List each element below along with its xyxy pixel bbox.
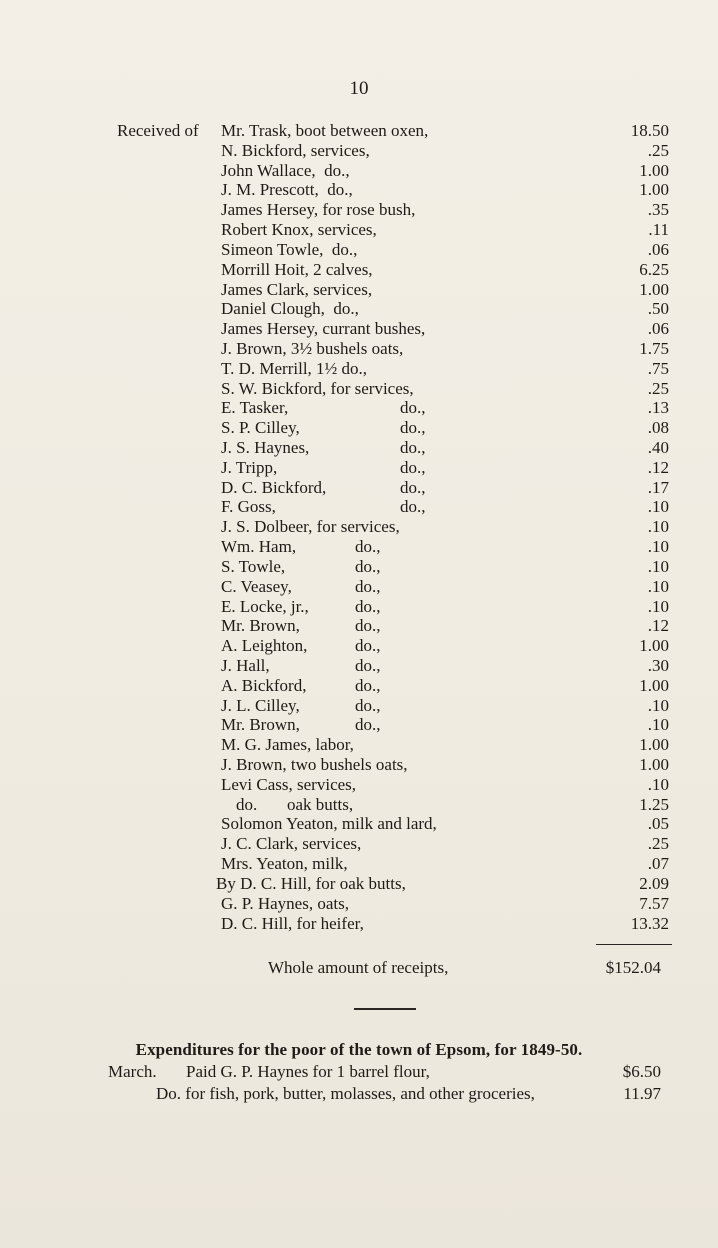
receipt-amount: .25 <box>647 378 669 398</box>
receipt-entry: N. Bickford, services, <box>221 140 370 160</box>
receipt-amount: .07 <box>647 854 669 874</box>
receipt-row <box>0 339 718 359</box>
receipt-row <box>0 379 718 399</box>
receipt-amount: .06 <box>647 239 669 259</box>
ditto-mark: do., <box>400 438 426 457</box>
expenditure-description: Do. for fish, pork, butter, molasses, and other groceries, <box>156 1084 535 1103</box>
receipt-row <box>0 260 718 280</box>
ditto-mark: do., <box>400 398 426 418</box>
receipt-entry: Mrs. Yeaton, milk, <box>221 854 348 874</box>
ditto-mark: do., <box>400 497 426 517</box>
receipt-amount: .40 <box>647 438 669 457</box>
total-label: Whole amount of receipts, <box>268 958 449 977</box>
expenditure-row <box>0 1083 718 1105</box>
receipt-row <box>0 478 718 498</box>
receipt-amount: 2.09 <box>639 873 669 893</box>
receipt-row <box>0 200 718 220</box>
ditto-mark: do., <box>355 715 381 735</box>
page-number: 10 <box>349 78 369 99</box>
receipt-amount: .10 <box>647 537 669 557</box>
receipt-amount: .10 <box>647 695 669 715</box>
receipt-amount: 1.00 <box>639 636 669 656</box>
receipt-row <box>0 537 718 557</box>
receipt-entry: M. G. James, labor, <box>221 735 354 755</box>
receipt-entry: Wm. Ham, <box>221 537 297 557</box>
receipt-row <box>0 814 718 834</box>
ditto-mark: do., <box>355 616 381 636</box>
receipt-amount: .10 <box>647 715 669 735</box>
receipt-entry: Morrill Hoit, 2 calves, <box>221 259 373 279</box>
ditto-mark: do., <box>355 655 381 675</box>
receipt-entry: J. S. Dolbeer, for services, <box>221 517 400 537</box>
receipt-amount: .05 <box>647 814 669 834</box>
receipt-row <box>0 795 718 815</box>
receipt-row <box>0 280 718 300</box>
total-value: $152.04 <box>605 958 661 977</box>
receipt-entry: Levi Cass, services, <box>221 774 357 794</box>
receipt-amount: .25 <box>647 834 669 854</box>
receipt-amount: .06 <box>647 319 669 339</box>
receipt-amount: 18.50 <box>630 121 669 140</box>
receipt-entry: C. Veasey, <box>221 576 292 596</box>
receipt-row <box>0 636 718 656</box>
receipt-entry: F. Goss, <box>221 497 276 517</box>
receipt-row <box>0 240 718 260</box>
receipt-amount: .17 <box>647 477 669 497</box>
receipt-row <box>0 735 718 755</box>
ditto-mark: do., <box>355 576 381 596</box>
receipt-entry: A. Bickford, <box>221 675 307 695</box>
receipt-entry: Simeon Towle, do., <box>221 239 358 259</box>
receipt-row <box>0 497 718 517</box>
receipt-amount: 6.25 <box>639 259 669 279</box>
receipt-entry: A. Leighton, <box>221 636 308 656</box>
receipt-entry: T. D. Merrill, 1½ do., <box>221 358 368 378</box>
receipt-row <box>0 398 718 418</box>
expenditure-amount: $6.50 <box>622 1062 661 1081</box>
receipt-row <box>0 854 718 874</box>
ditto-mark: do., <box>400 418 426 438</box>
receipt-entry: James Hersey, currant bushes, <box>221 319 426 339</box>
receipt-row <box>0 220 718 240</box>
receipt-entry: Daniel Clough, do., <box>221 299 359 319</box>
receipt-amount: .13 <box>647 398 669 418</box>
ditto-mark: do., <box>400 477 426 497</box>
receipt-amount: .10 <box>647 556 669 576</box>
receipt-row <box>0 319 718 339</box>
receipt-row <box>0 359 718 379</box>
receipt-row <box>0 696 718 716</box>
ditto-mark: do., <box>355 556 381 576</box>
receipt-row <box>0 180 718 200</box>
receipt-entry: James Hersey, for rose bush, <box>221 200 416 220</box>
receipt-row <box>0 676 718 696</box>
receipt-row <box>0 557 718 577</box>
receipt-entry: S. W. Bickford, for services, <box>221 378 414 398</box>
receipt-entry: J. Hall, <box>221 655 270 675</box>
receipt-entry: S. Towle, <box>221 556 286 576</box>
receipt-entry: Mr. Brown, <box>221 715 300 735</box>
receipt-entry: Robert Knox, services, <box>221 220 377 240</box>
receipt-amount: .08 <box>647 418 669 438</box>
receipt-row <box>0 874 718 894</box>
receipt-entry: D. C. Bickford, <box>221 477 327 497</box>
receipt-amount: 1.00 <box>639 279 669 299</box>
receipt-entry: Solomon Yeaton, milk and lard, <box>221 814 437 834</box>
receipt-prefix: Received of <box>117 121 199 140</box>
receipt-entry: Mr. Trask, boot between oxen, <box>221 121 429 140</box>
receipt-entry: Mr. Brown, <box>221 616 300 636</box>
receipt-entry: J. Brown, two bushels oats, <box>221 755 408 774</box>
receipt-entry: J. L. Cilley, <box>221 695 300 715</box>
expenditure-month: March. <box>108 1062 157 1081</box>
ditto-mark: do., <box>355 695 381 715</box>
receipt-amount: .50 <box>647 299 669 319</box>
receipt-amount: 1.75 <box>639 338 669 358</box>
sum-rule <box>596 944 672 945</box>
receipt-entry: E. Tasker, <box>221 398 289 418</box>
receipt-entry: J. C. Clark, services, <box>221 834 362 854</box>
receipt-row <box>0 517 718 537</box>
expenditures-heading: Expenditures for the poor of the town of Epsom, for 1849-50. <box>135 1040 583 1059</box>
receipt-amount: 1.25 <box>639 794 669 814</box>
receipt-row <box>0 755 718 775</box>
receipt-row <box>0 775 718 795</box>
receipt-amount: .10 <box>647 596 669 616</box>
receipt-row <box>0 299 718 319</box>
receipt-entry: D. C. Hill, for heifer, <box>221 913 364 933</box>
receipt-row <box>0 121 718 141</box>
receipt-amount: 1.00 <box>639 735 669 755</box>
receipt-row <box>0 418 718 438</box>
receipt-amount: 7.57 <box>639 893 669 913</box>
receipt-amount: .12 <box>647 457 669 477</box>
ditto-mark: do., <box>355 537 381 557</box>
receipt-row <box>0 616 718 636</box>
ditto-mark: do., <box>355 596 381 616</box>
ditto-mark: do., <box>355 636 381 656</box>
receipt-row <box>0 161 718 181</box>
receipt-amount: 1.00 <box>639 180 669 200</box>
receipt-amount: .10 <box>647 576 669 596</box>
receipt-row <box>0 894 718 914</box>
expenditure-amount: 11.97 <box>623 1084 661 1103</box>
receipt-entry: J. Brown, 3½ bushels oats, <box>221 338 404 358</box>
receipt-entry: E. Locke, jr., <box>221 596 309 616</box>
receipt-row <box>0 656 718 676</box>
receipt-entry: do. oak butts, <box>236 794 354 814</box>
receipt-amount: .30 <box>647 655 669 675</box>
ditto-mark: do., <box>400 457 426 477</box>
receipt-amount: .10 <box>647 497 669 517</box>
receipt-entry: J. S. Haynes, <box>221 438 310 457</box>
receipt-amount: .25 <box>647 140 669 160</box>
receipt-amount: .11 <box>648 220 669 240</box>
receipt-row <box>0 914 718 934</box>
receipt-row <box>0 141 718 161</box>
section-divider <box>354 1008 416 1010</box>
receipt-amount: .35 <box>647 200 669 220</box>
receipt-row <box>0 577 718 597</box>
receipt-amount: 1.00 <box>639 755 669 774</box>
receipt-entry: J. Tripp, <box>221 457 278 477</box>
receipt-entry: By D. C. Hill, for oak butts, <box>216 873 406 893</box>
receipt-amount: .10 <box>647 517 669 537</box>
receipt-entry: John Wallace, do., <box>221 160 350 180</box>
receipt-amount: .12 <box>647 616 669 636</box>
receipt-row <box>0 458 718 478</box>
receipt-row <box>0 715 718 735</box>
receipt-amount: .75 <box>647 358 669 378</box>
receipt-entry: J. M. Prescott, do., <box>221 180 353 200</box>
receipt-amount: 1.00 <box>639 160 669 180</box>
receipt-entry: James Clark, services, <box>221 279 373 299</box>
ditto-mark: do., <box>355 675 381 695</box>
receipt-row <box>0 438 718 458</box>
receipt-amount: .10 <box>647 774 669 794</box>
receipts-total-row <box>0 957 718 979</box>
receipt-row <box>0 834 718 854</box>
receipt-amount: 13.32 <box>630 913 669 933</box>
receipts-ledger <box>0 121 718 933</box>
receipt-amount: 1.00 <box>639 675 669 695</box>
receipt-entry: G. P. Haynes, oats, <box>221 893 349 913</box>
receipt-row <box>0 597 718 617</box>
expenditure-description: Paid G. P. Haynes for 1 barrel flour, <box>186 1062 430 1081</box>
expenditure-row <box>0 1061 718 1083</box>
receipt-entry: S. P. Cilley, <box>221 418 300 438</box>
